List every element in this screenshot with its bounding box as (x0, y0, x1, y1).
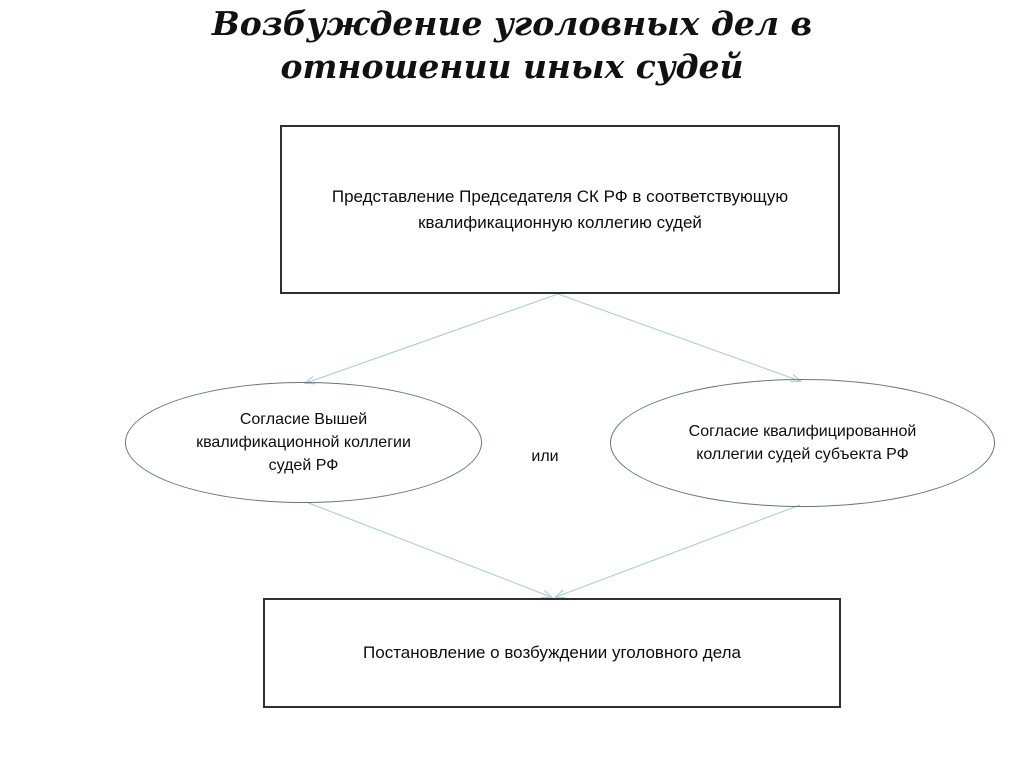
edge-submission-to-consent-subject (558, 294, 800, 381)
node-consent-supreme (125, 382, 482, 503)
node-consent-subject-label: Согласие квалифицированной коллегии судей субъекта РФ (688, 423, 917, 463)
node-consent-subject (610, 379, 995, 507)
edge-submission-to-consent-supreme (306, 294, 558, 383)
node-submission (280, 125, 840, 294)
node-decision (263, 598, 841, 708)
node-submission-label: Представление Председателя СК РФ в соответствующую квалификационную коллегию судей (331, 186, 789, 232)
node-consent-supreme-label: Согласие Вышей квалификационной коллегии судей РФ (196, 411, 411, 474)
page-title: Возбуждение уголовных дел в отношении иных судей (211, 4, 813, 86)
edge-consent-supreme-to-decision (306, 502, 551, 597)
node-decision-label: Постановление о возбуждении уголовного дела (363, 643, 741, 662)
or-label: или (531, 448, 559, 465)
edge-consent-subject-to-decision (556, 505, 800, 597)
